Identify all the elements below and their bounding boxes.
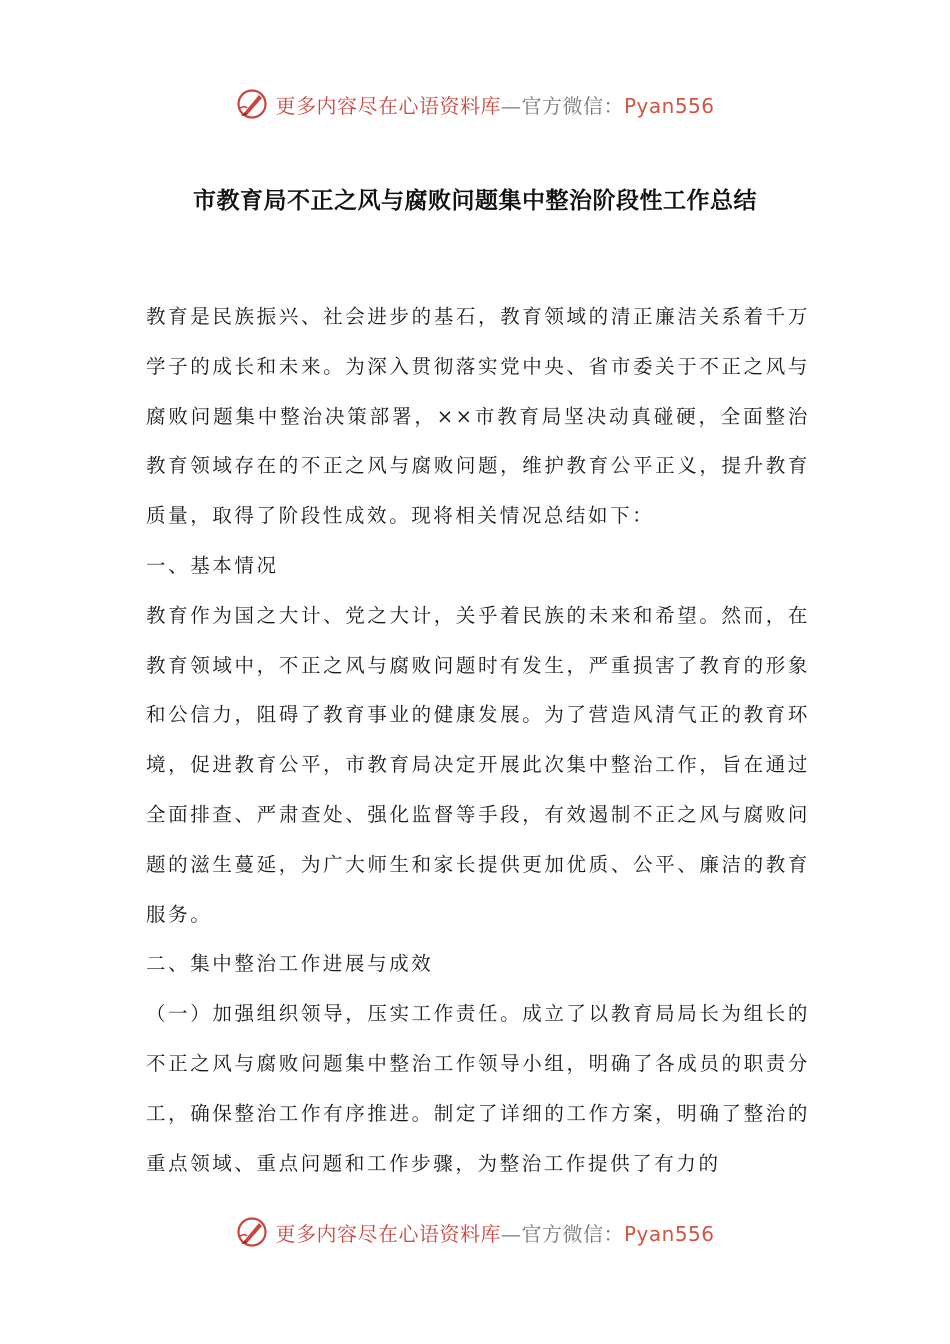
watermark-label: 官方微信： bbox=[521, 93, 624, 118]
header-watermark bbox=[0, 84, 950, 124]
watermark-brand: 更多内容尽在心语资料库 bbox=[275, 1221, 501, 1246]
watermark-text bbox=[275, 1218, 714, 1247]
section-heading-progress: 二、集中整治工作进展与成效 bbox=[146, 952, 434, 976]
intro-paragraph: 教育是民族振兴、社会进步的基石，教育领域的清正廉洁关系着千万学子的成长和未来。为深入贯彻落实党中央、省市委关于不正之风与腐败问题集中整治决策部署，××市教育局坚决动真碰硬，全面整治教育领域存在的不正之风与腐败问题，维护教育公平正义，提升教育质量，取得了阶段性成效。现将相关情况总结如下： bbox=[146, 305, 810, 528]
watermark-separator: — bbox=[500, 93, 522, 118]
basic-paragraph: 教育作为国之大计、党之大计，关乎着民族的未来和希望。然而，在教育领域中，不正之风与腐败问题时有发生，严重损害了教育的形象和公信力，阻碍了教育事业的健康发展。为了营造风清气正的教育环境，促进教育公平，市教育局决定开展此次集中整治工作，旨在通过全面排查、严肃查处、强化监督等手段，有效遏制不正之风与腐败问题的滋生蔓延，为广大师生和家长提供更加优质、公平、廉洁的教育服务。 bbox=[146, 603, 810, 926]
document-title: 市教育局不正之风与腐败问题集中整治阶段性工作总结 bbox=[193, 188, 757, 214]
watermark-wechat-id: Pyan556 bbox=[623, 93, 715, 118]
watermark-wechat-id: Pyan556 bbox=[623, 1221, 715, 1246]
progress-paragraph: （一）加强组织领导，压实工作责任。成立了以教育局局长为组长的不正之风与腐败问题集中整治工作领导小组，明确了各成员的职责分工，确保整治工作有序推进。制定了详细的工作方案，明确了整治的重点领域、重点问题和工作步骤，为整治工作提供了有力的 bbox=[146, 1002, 810, 1175]
section-heading-basic: 一、基本情况 bbox=[146, 553, 279, 577]
watermark-label: 官方微信： bbox=[521, 1221, 624, 1246]
watermark-inner bbox=[235, 87, 714, 121]
watermark-inner bbox=[235, 1215, 714, 1249]
footer-watermark bbox=[0, 1212, 950, 1252]
watermark-separator: — bbox=[500, 1221, 522, 1246]
watermark-brand: 更多内容尽在心语资料库 bbox=[275, 93, 501, 118]
pen-circle-logo-icon bbox=[235, 87, 269, 121]
watermark-text bbox=[275, 90, 714, 119]
pen-circle-logo-icon bbox=[235, 1215, 269, 1249]
document-body bbox=[146, 292, 810, 1188]
